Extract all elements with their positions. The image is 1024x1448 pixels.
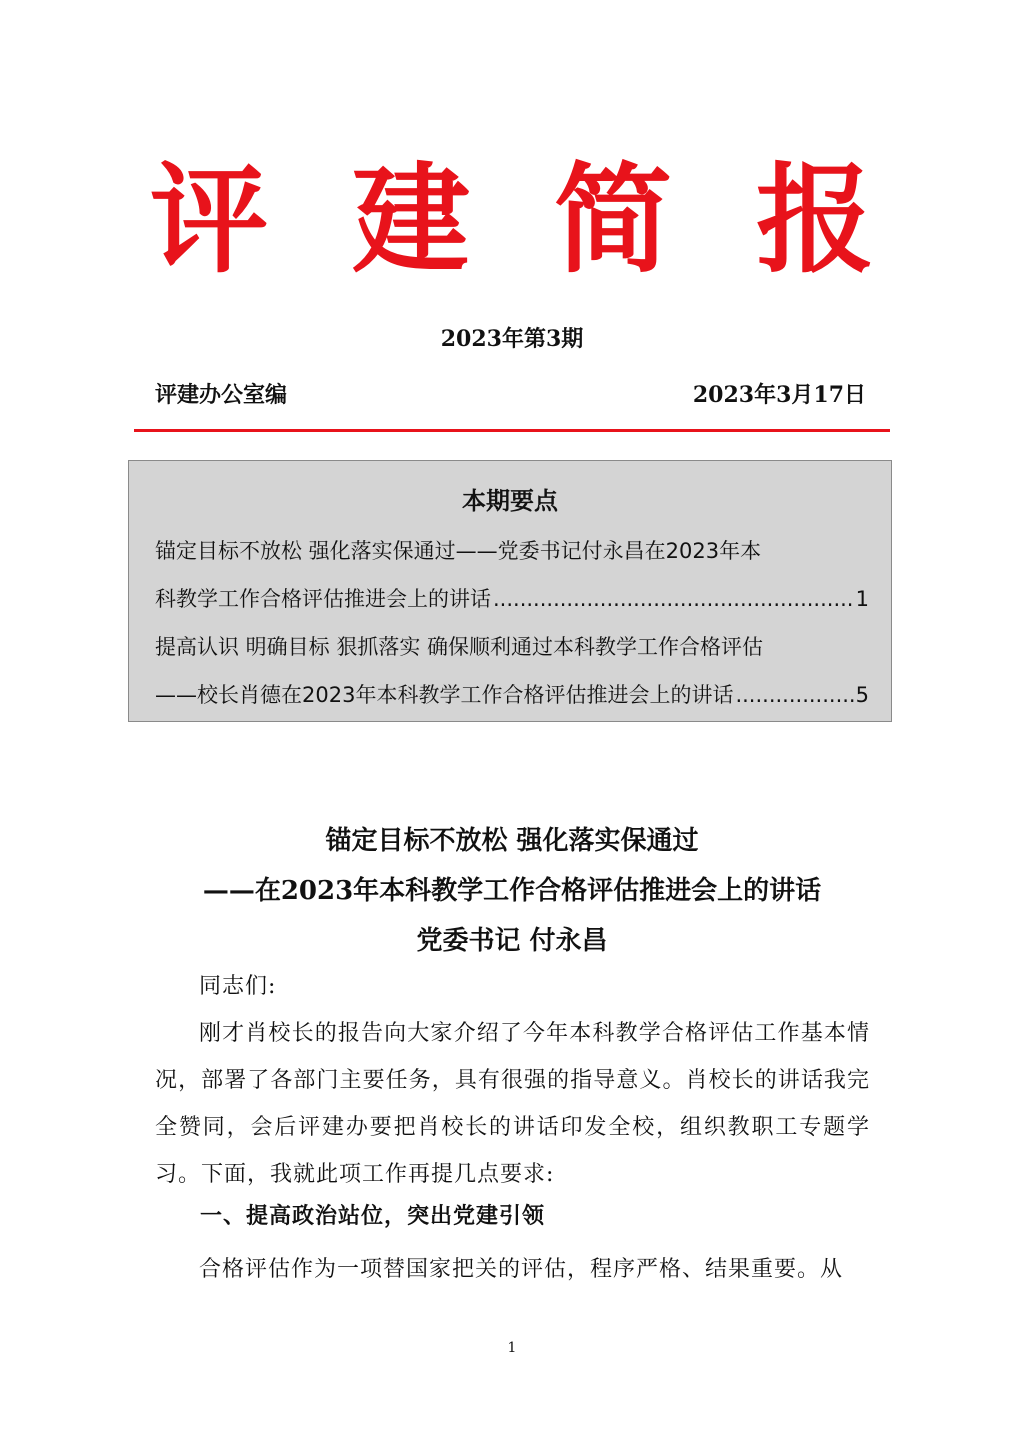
salutation: 同志们:: [199, 974, 277, 999]
masthead-char-2: 建: [351, 150, 470, 289]
masthead-char-3: 简: [553, 150, 672, 289]
toc-leader-dots: [735, 683, 853, 708]
masthead-title: [150, 150, 874, 290]
toc-leader-dots: [493, 587, 854, 612]
page-number: 1: [507, 1340, 517, 1356]
body-paragraph: 刚才肖校长的报告向大家介绍了今年本科教学合格评估工作基本情况，部署了各部门主要任务，具有很强的指导意义。肖校长的讲话我完全赞同，会后评建办要把肖校长的讲话印发全校，组织教职工专题学习。下面，我就此项工作再提几点要求:: [155, 1021, 870, 1187]
toc-entry-2-text: ——校长肖德在2023年本科教学工作合格评估推进会上的讲话: [155, 683, 734, 707]
toc-entry-2-line-2[interactable]: [155, 683, 891, 708]
masthead-char-1: 评: [150, 150, 269, 289]
section-heading: 一、提高政治站位，突出党建引领: [200, 1203, 546, 1229]
issue-number: 2023年第3期: [440, 326, 584, 352]
article-subtitle: ——在2023年本科教学工作合格评估推进会上的讲话: [202, 876, 822, 906]
toc-entry-1-line-2[interactable]: [155, 587, 891, 612]
toc-entry-2-line-1[interactable]: 提高认识 明确目标 狠抓落实 确保顺利通过本科教学工作合格评估: [155, 635, 764, 659]
toc-entry-1-text: 科教学工作合格评估推进会上的讲话: [155, 587, 491, 611]
toc-entry-2-page: 5: [855, 683, 869, 707]
toc-entry-1-page: 1: [855, 587, 869, 611]
publish-date: 2023年3月17日: [692, 382, 866, 408]
editor-label: 评建办公室编: [155, 382, 288, 408]
highlights-box: [128, 460, 892, 722]
header-divider: [134, 429, 890, 432]
masthead-char-4: 报: [755, 150, 874, 289]
body-paragraph: 合格评估作为一项替国家把关的评估，程序严格、结果重要。从: [199, 1257, 844, 1282]
article-speaker: 党委书记 付永昌: [416, 926, 608, 956]
toc-entry-1-line-1[interactable]: 锚定目标不放松 强化落实保通过——党委书记付永昌在2023年本: [155, 539, 762, 563]
article-title: 锚定目标不放松 强化落实保通过: [325, 826, 699, 856]
highlights-title: 本期要点: [462, 486, 558, 515]
